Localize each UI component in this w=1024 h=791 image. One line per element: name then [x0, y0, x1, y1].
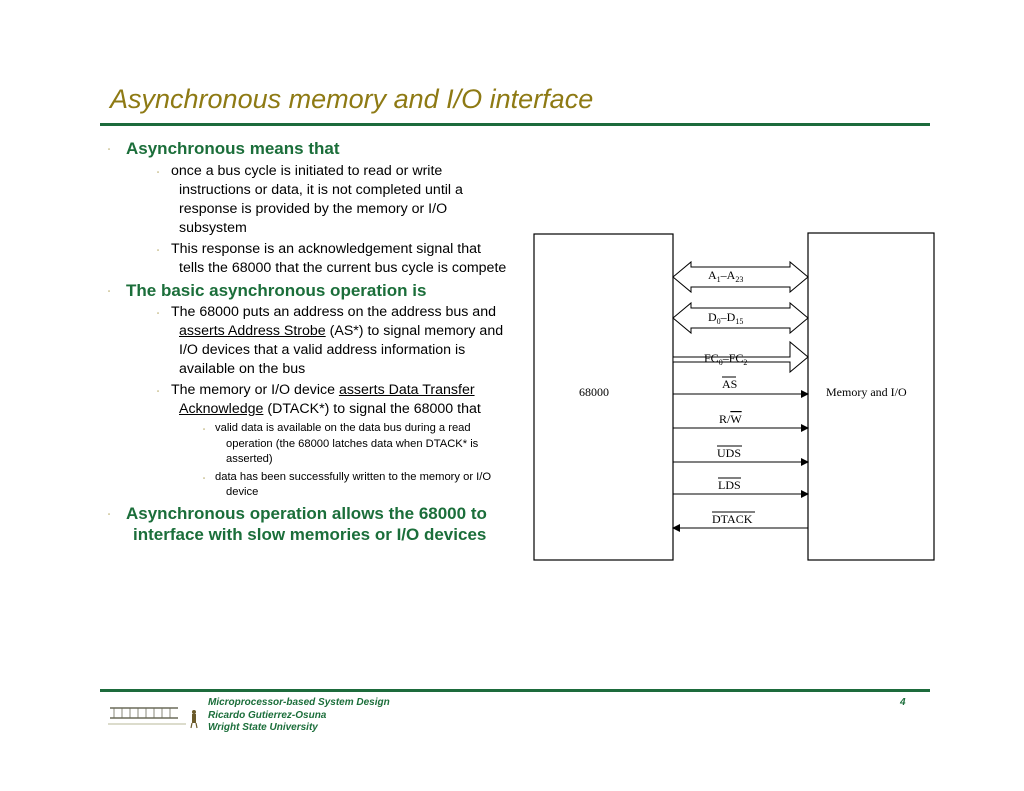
bullet-text: once a bus cycle is initiated to read or write instructions or data, it is not completed until a response is provided by the memory or I/O subsystem	[171, 162, 463, 236]
page-number: 4	[900, 697, 906, 708]
bullet-level2	[108, 162, 508, 238]
function-code-label: $FC_0-FC_2$	[704, 351, 748, 367]
rw-label: R/W	[719, 412, 742, 426]
bullet-text: valid data is available on the data bus during a read operation (the 68000 latches data when DTACK* is asserted)	[215, 422, 479, 465]
memory-label: Memory and I/O	[826, 385, 907, 399]
uds-label: UDS	[717, 446, 742, 460]
bullet-marker-icon: ▫	[157, 169, 160, 176]
dtack-label: DTACK	[712, 512, 753, 526]
w-overlined: W	[730, 412, 742, 426]
bullet-level1	[108, 503, 508, 546]
bullet-text-pre: The memory or I/O device	[171, 382, 339, 398]
bullet-marker-icon: ▫	[157, 311, 160, 317]
bullet-level3	[108, 470, 508, 501]
bullet-marker-icon: ▫	[157, 389, 160, 395]
bullet-text: Asynchronous means that	[126, 139, 340, 158]
bullet-list	[108, 138, 508, 548]
bullet-marker-icon: ▫	[108, 288, 111, 295]
bullet-text-post: (AS*) to signal memory and I/O devices that a valid address information is available on the bus	[179, 323, 504, 377]
as-label: AS	[722, 377, 738, 391]
bullet-text: Asynchronous operation allows the 68000 to interface with slow memories or I/O devices	[126, 503, 487, 544]
footer-author: Ricardo Gutierrez-Osuna	[208, 709, 327, 721]
bullet-text: The basic asynchronous operation is	[126, 280, 427, 300]
underlined-term-dtack: asserts Data Transfer Acknowledge	[179, 382, 475, 417]
bullet-level1	[108, 138, 508, 160]
address-bus-label: $A_1-A_{23}$	[708, 268, 744, 284]
slide-title: Asynchronous memory and I/O interface	[110, 84, 594, 114]
bullet-marker-icon: ▫	[157, 247, 160, 254]
bullet-marker-icon: ▫	[108, 147, 111, 153]
bottom-rule	[100, 689, 930, 692]
bullet-marker-icon: ▫	[203, 427, 206, 433]
bullet-text-pre: The 68000 puts an address on the address bus and	[171, 304, 496, 320]
top-rule	[100, 123, 930, 126]
lds-label: LDS	[718, 478, 741, 492]
bullet-text: data has been successfully written to the memory or I/O device	[215, 470, 492, 498]
footer-university: Wright State University	[208, 722, 318, 733]
data-bus-label: $D_0-D_{15}$	[708, 310, 744, 326]
bullet-text	[171, 303, 508, 379]
bullet-text	[171, 381, 508, 419]
bullet-level3	[108, 421, 508, 468]
bullet-text: This response is an acknowledgement signal that tells the 68000 that the current bus cycle is compete	[171, 240, 507, 276]
footer-course: Microprocessor-based System Design	[208, 697, 390, 708]
bus-interface-diagram	[530, 230, 940, 565]
bullet-level2	[108, 303, 508, 379]
bullet-text-post: (DTACK*) to signal the 68000 that	[263, 401, 481, 417]
underlined-term-as: asserts Address Strobe	[179, 323, 326, 339]
footer-credits	[208, 697, 390, 735]
bullet-marker-icon: ▫	[203, 475, 206, 482]
bullet-level1	[108, 280, 508, 302]
bullet-marker-icon: ▫	[108, 511, 111, 518]
bullet-level2	[108, 240, 508, 278]
cpu-label: 68000	[579, 385, 609, 399]
wright-flyer-logo-icon	[108, 702, 208, 732]
bullet-level2	[108, 381, 508, 419]
